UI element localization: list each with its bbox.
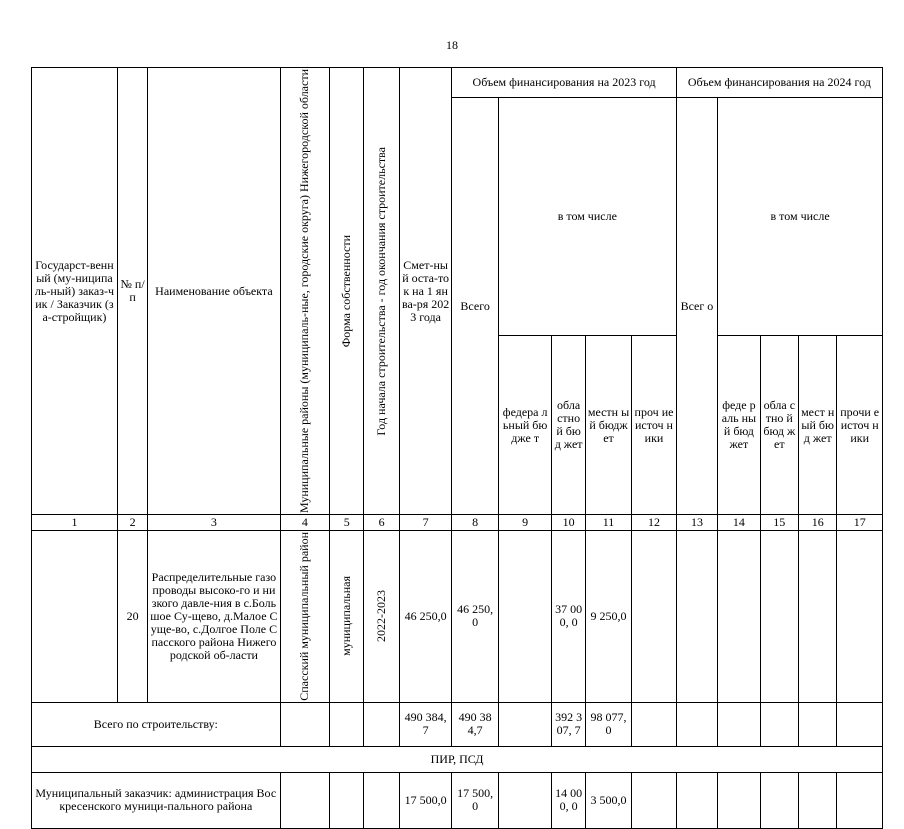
row20-district: [280, 531, 330, 703]
customer-other-2023: [632, 772, 676, 828]
customer-federal-2024: [718, 772, 760, 828]
row20-regional-2023: 37 000, 0: [552, 531, 585, 703]
header-years-text: Год начала строительства - год окончания строительства: [374, 146, 389, 436]
customer-local-2023: 3 500,0: [585, 772, 631, 828]
customer-label: Муниципальный заказчик: администрация Воскресенского муници-пального района: [32, 772, 281, 828]
row20-other-2023: [632, 531, 676, 703]
col-num-13: 13: [676, 515, 717, 531]
total-ownership: [330, 702, 364, 746]
total-total-2024: [676, 702, 717, 746]
customer-federal-2023: [498, 772, 552, 828]
header-districts-text: Муниципальные районы (муниципаль-ные, городские округа) Нижегородской области: [297, 69, 312, 514]
row20-ownership: [330, 531, 364, 703]
col-num-9: 9: [498, 515, 552, 531]
row20-regional-2024: [760, 531, 798, 703]
customer-regional-2023: 14 000, 0: [552, 772, 585, 828]
header-total-2023: Всего: [452, 98, 498, 515]
col-num-7: 7: [399, 515, 452, 531]
col-num-2: 2: [117, 515, 147, 531]
header-fin-2023: Объем финансирования на 2023 год: [452, 68, 676, 98]
customer-years: [364, 772, 399, 828]
col-num-6: 6: [364, 515, 399, 531]
customer-estimate: 17 500,0: [399, 772, 452, 828]
customer-district: [280, 772, 330, 828]
col-num-8: 8: [452, 515, 498, 531]
header-regional-2024: обла стно й бюд жет: [760, 336, 798, 515]
col-num-14: 14: [718, 515, 760, 531]
header-regional-2023: обла стно й бюд жет: [552, 336, 585, 515]
total-estimate: 490 384,7: [399, 702, 452, 746]
total-label: Всего по строительству:: [32, 702, 281, 746]
row20-federal-2024: [718, 531, 760, 703]
col-num-1: 1: [32, 515, 118, 531]
header-local-2023: местн ый бюдж ет: [585, 336, 631, 515]
header-num: № п/п: [117, 68, 147, 515]
header-estimate: Смет-ный оста-ток на 1 янва-ря 2023 года: [399, 68, 452, 515]
page-number: 18: [446, 38, 458, 52]
row20-other-2024: [837, 531, 883, 703]
header-object-name: Наименование объекта: [148, 68, 280, 515]
row20-num: 20: [117, 531, 147, 703]
header-local-2024: мест ный бюд жет: [799, 336, 837, 515]
row20-years-text: 2022-2023: [374, 590, 389, 643]
total-regional-2024: [760, 702, 798, 746]
header-ownership-text: Форма собственности: [339, 234, 354, 348]
total-local-2024: [799, 702, 837, 746]
header-districts: [280, 68, 330, 515]
header-total-2024: Всег о: [676, 98, 717, 515]
total-total-2023: 490 384,7: [452, 702, 498, 746]
col-num-12: 12: [632, 515, 676, 531]
row20-district-text: Спасский муниципальный район: [297, 532, 312, 701]
total-federal-2023: [498, 702, 552, 746]
col-num-17: 17: [837, 515, 883, 531]
section-title: ПИР, ПСД: [32, 746, 883, 772]
row20-name: Распределительные газопроводы высоко-го и низкого давле-ния в с.Большое Су-щево, д.Малое Суще-во, с.Долгое Поле Спасского района Нижегородской об-ласти: [148, 531, 280, 703]
col-num-10: 10: [552, 515, 585, 531]
total-federal-2024: [718, 702, 760, 746]
header-customer: Государст-венный (му-ниципаль-ный) заказ-чик / Заказчик (за-стройщик): [32, 68, 118, 515]
customer-regional-2024: [760, 772, 798, 828]
column-numbers-row: [32, 515, 883, 531]
row20-customer: [32, 531, 118, 703]
row20-federal-2023: [498, 531, 552, 703]
col-num-16: 16: [799, 515, 837, 531]
customer-ownership: [330, 772, 364, 828]
customer-total-2024: [676, 772, 717, 828]
header-federal-2023: федера льный бюдже т: [498, 336, 552, 515]
row20-years: [364, 531, 399, 703]
financing-table: [31, 67, 883, 829]
object-row: [32, 531, 883, 703]
col-num-4: 4: [280, 515, 330, 531]
row20-ownership-text: муниципальная: [339, 576, 354, 657]
header-years: [364, 68, 399, 515]
row20-local-2024: [799, 531, 837, 703]
col-num-3: 3: [148, 515, 280, 531]
header-federal-2024: феде раль ный бюд жет: [718, 336, 760, 515]
row20-estimate: 46 250,0: [399, 531, 452, 703]
total-district: [280, 702, 330, 746]
section-row: [32, 746, 883, 772]
col-num-5: 5: [330, 515, 364, 531]
total-years: [364, 702, 399, 746]
header-ownership: [330, 68, 364, 515]
header-other-2024: прочи е источ ники: [837, 336, 883, 515]
header-incl-2024: в том числе: [718, 98, 883, 336]
row20-total-2023: 46 250,0: [452, 531, 498, 703]
customer-local-2024: [799, 772, 837, 828]
total-regional-2023: 392 307, 7: [552, 702, 585, 746]
header-other-2023: проч ие источ ники: [632, 336, 676, 515]
col-num-15: 15: [760, 515, 798, 531]
row20-total-2024: [676, 531, 717, 703]
customer-row: [32, 772, 883, 828]
total-other-2023: [632, 702, 676, 746]
col-num-11: 11: [585, 515, 631, 531]
customer-total-2023: 17 500,0: [452, 772, 498, 828]
total-row: [32, 702, 883, 746]
row20-local-2023: 9 250,0: [585, 531, 631, 703]
header-fin-2024: Объем финансирования на 2024 год: [676, 68, 882, 98]
total-local-2023: 98 077,0: [585, 702, 631, 746]
header-incl-2023: в том числе: [498, 98, 676, 336]
total-other-2024: [837, 702, 883, 746]
customer-other-2024: [837, 772, 883, 828]
